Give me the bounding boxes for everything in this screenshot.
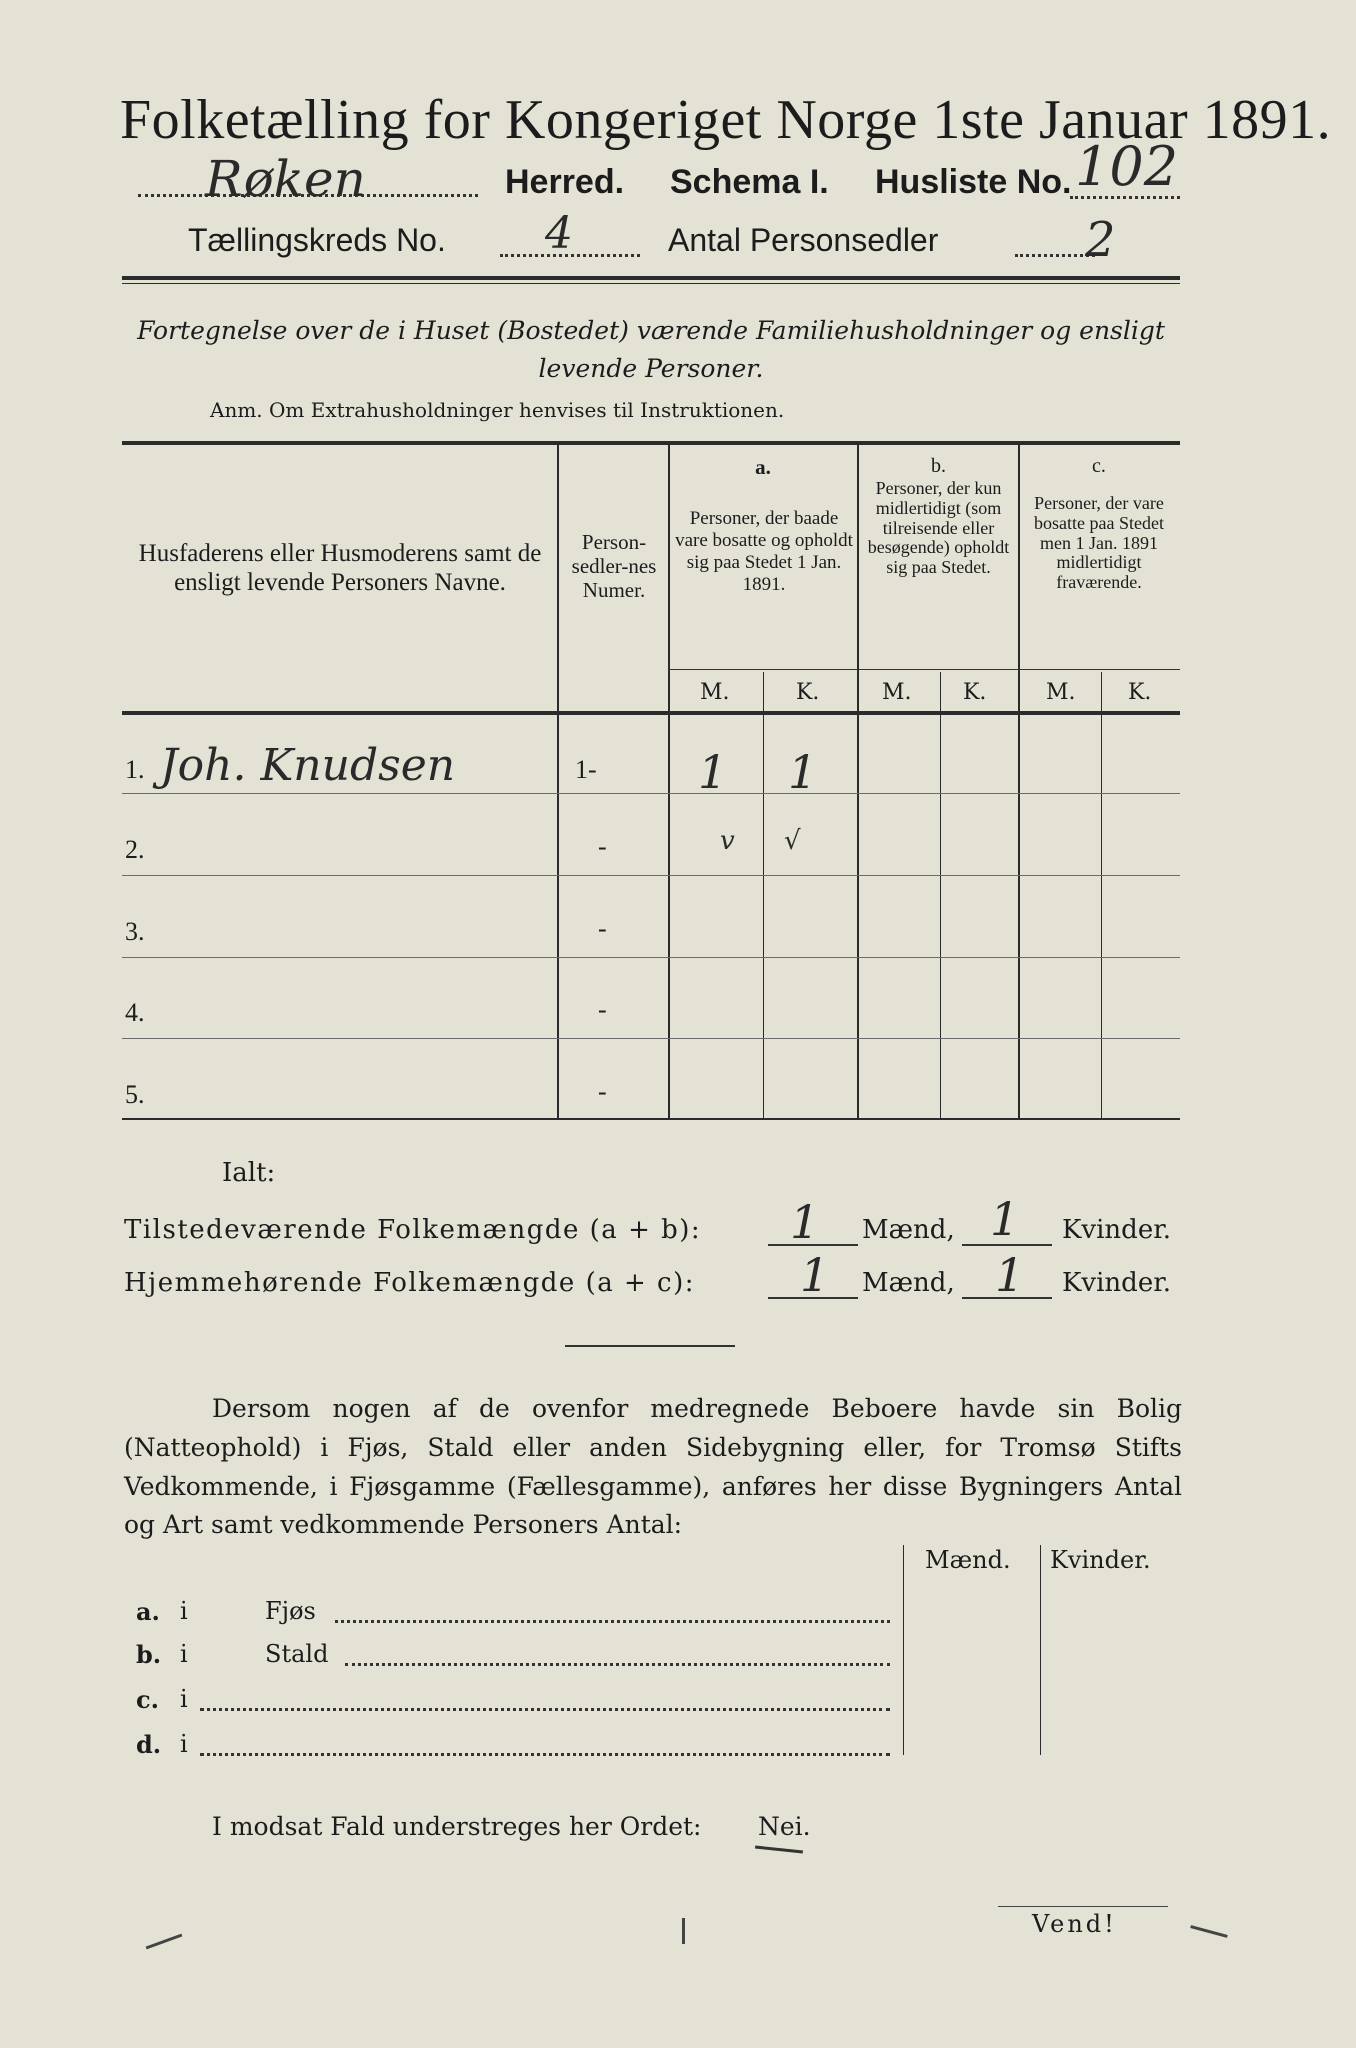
header-rule-top [122,276,1180,280]
row-line-4 [122,1038,1180,1039]
modsat-word: Nei. [758,1812,811,1841]
table-top-rule [122,441,1180,445]
item-dotline [200,1706,890,1711]
nei-underline [755,1845,803,1853]
modsat-label: I modsat Fald understreges her Ordet: [212,1812,702,1841]
row-name: Joh. Knudsen [160,740,456,791]
item-label: Fjøs [265,1597,316,1625]
form-title: Folketælling for Kongeriget Norge 1ste Januar 1891. [120,89,1332,151]
row-numer: - [598,995,607,1024]
table-bottom-rule [122,1118,1180,1120]
item-dotline [335,1618,890,1623]
row-numer: - [598,1077,607,1106]
vline-a [857,445,859,1118]
hjemme-maend-word: Mænd, [862,1268,955,1298]
row-numer: - [598,832,607,861]
row-numer: - [598,914,607,943]
scan-mark [1190,1925,1227,1938]
tilstede-kvinder-value: 1 [990,1192,1020,1246]
row-number: 4. [125,998,145,1027]
vline-numer [668,445,670,1118]
row-number: 3. [125,917,145,946]
col-head-c-letter: c. [1092,455,1106,477]
lower-kvinder-head: Kvinder. [1050,1546,1151,1574]
header-rule-thin [122,283,1180,284]
lower-maend-head: Mænd. [925,1546,1011,1574]
table-header-rule [122,711,1180,715]
herred-value: Røken [205,150,366,208]
tilstede-maend-word: Mænd, [862,1215,955,1245]
hjemme-kvinder-value: 1 [995,1248,1025,1302]
row-number: 2. [125,835,145,864]
kreds-value: 4 [545,208,573,259]
schema-label: Schema I. [670,163,829,201]
tilstede-label: Tilstedeværende Folkemængde (a + b): [124,1215,702,1245]
item-dotline [345,1661,890,1666]
bolig-paragraph: Dersom nogen af de ovenfor medregnede Beboere havde sin Bolig (Natteophold) i Fjøs, Stald eller anden Sidebygning eller, for Tromsø Stifts Vedkommende, i Fjøsgamme (Fællesgamme), anføres her disse Bygningers Antal og Art samt vedkommende Personers Antal: [124,1394,1182,1540]
vline-names [557,445,559,1118]
b-m-label: M. [882,680,912,705]
lower-vline-1 [903,1545,904,1755]
col-head-a-text: Personer, der baade vare bosatte og opholdt sig paa Stedet 1 Jan. 1891. [675,508,853,595]
vend-rule [998,1906,1168,1907]
mk-rule [668,669,1180,670]
antal-value: 2 [1085,212,1116,268]
col-head-b-text: Personer, der kun midlertidigt (som tilreisende eller besøgende) opholdt sig paa Stedet. [867,478,1010,578]
scan-mark [146,1934,183,1950]
item-letter: a. [136,1597,160,1626]
row-a-m: 1 [698,745,728,799]
antal-label: Antal Personsedler [668,222,939,258]
c-k-label: K. [1128,680,1152,705]
kreds-label: Tællingskreds No. [188,222,446,258]
lower-vline-2 [1040,1545,1041,1755]
row-number: 1. [125,755,145,784]
tilstede-maend-value: 1 [790,1195,820,1249]
row-line-2 [122,875,1180,876]
row-a-k: √ [784,826,801,856]
item-i: i [180,1685,188,1713]
row-line-1 [122,793,1180,794]
vline-c-mk [1101,672,1102,1118]
row-number: 5. [125,1080,145,1109]
anm-note: Anm. Om Extrahusholdninger henvises til Instruktionen. [210,398,785,422]
col-head-numer: Person-sedler-nes Numer. [571,530,657,603]
item-letter: c. [136,1685,159,1714]
herred-label: Herred. [505,163,625,201]
row-a-k: 1 [788,745,818,799]
item-letter: b. [136,1640,162,1669]
vline-b-mk [940,672,941,1118]
hjemme-kvinder-word: Kvinder. [1062,1268,1172,1298]
vend-label: Vend! [1032,1910,1117,1938]
row-line-3 [122,957,1180,958]
ialt-label: Ialt: [222,1158,276,1188]
b-k-label: K. [963,680,987,705]
a-k-label: K. [796,680,820,705]
row-numer: 1- [575,755,597,784]
item-dotline [200,1751,890,1756]
col-head-b-letter: b. [931,455,946,477]
scan-mark [682,1918,685,1944]
husliste-label: Husliste No. [875,163,1072,201]
col-head-c-text: Personer, der vare bosatte paa Stedet men 1 Jan. 1891 midlertidigt fraværende. [1034,493,1164,593]
c-m-label: M. [1046,680,1076,705]
a-m-label: M. [700,680,730,705]
item-i: i [180,1597,188,1625]
hjemme-label: Hjemmehørende Folkemængde (a + c): [124,1268,695,1298]
intro-text: Fortegnelse over de i Huset (Bostedet) værende Familiehusholdninger og ensligt levende Personer. [137,316,1165,383]
husliste-value: 102 [1075,135,1179,198]
item-i: i [180,1640,188,1668]
item-label: Stald [265,1640,329,1668]
separator-rule [565,1345,735,1347]
col-head-names: Husfaderens eller Husmoderens samt de ensligt levende Personers Navne. [138,540,542,596]
col-head-a-letter: a. [755,455,771,479]
tilstede-kvinder-word: Kvinder. [1062,1215,1172,1245]
row-a-m: v [720,826,735,856]
antal-dotline [1015,250,1095,257]
item-i: i [180,1730,188,1758]
item-letter: d. [136,1730,162,1759]
vline-a-mk [763,672,764,1118]
hjemme-maend-value: 1 [800,1248,830,1302]
